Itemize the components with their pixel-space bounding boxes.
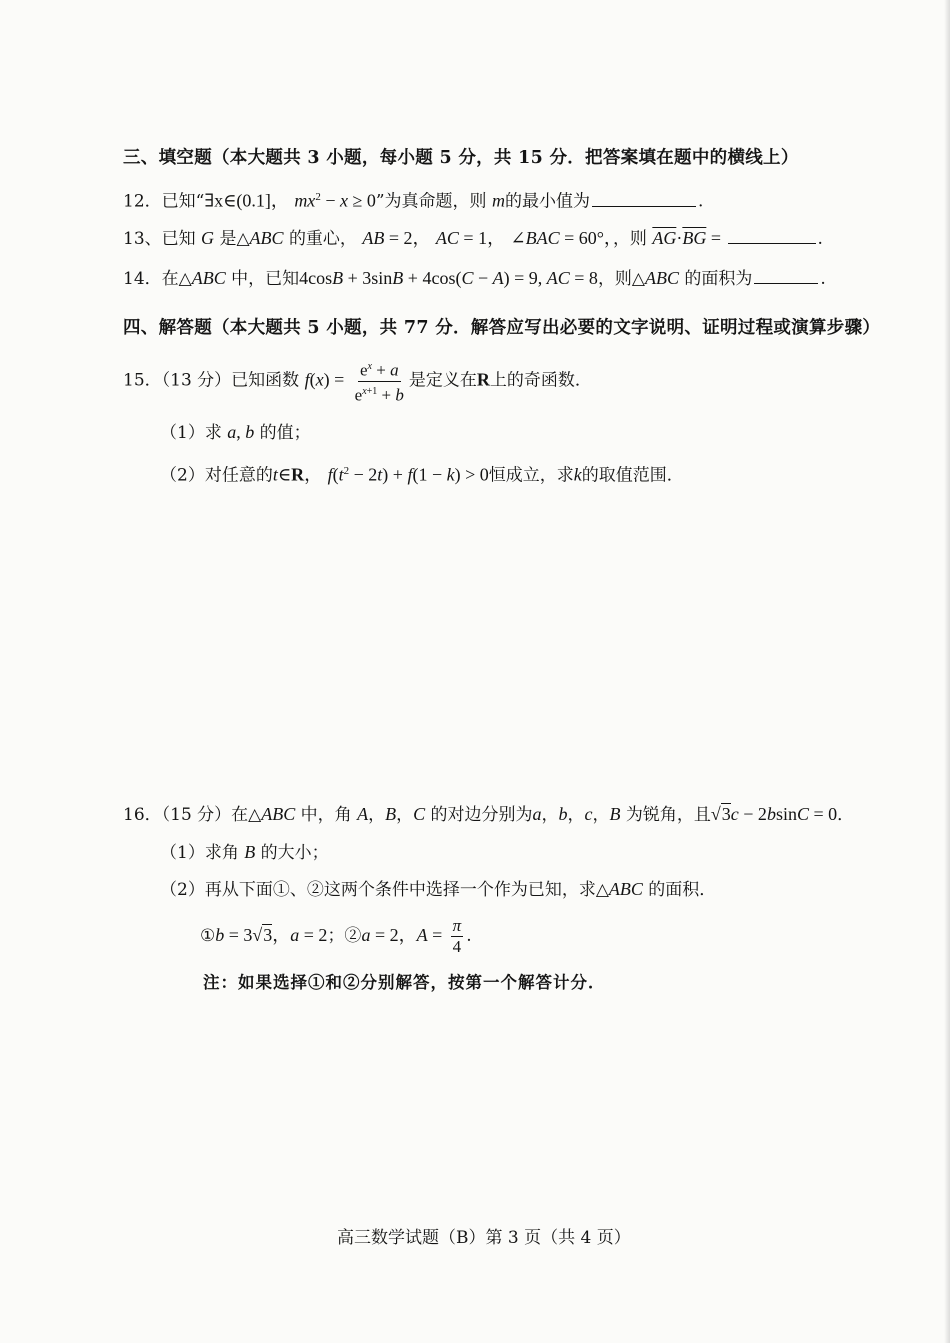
q12-tail2: 的最小值为 [504, 191, 590, 212]
q15-label: 15．（13 分）已知函数 [123, 370, 300, 391]
q14-label: 14．在△ [123, 269, 192, 289]
q13-label: 13、已知 [123, 229, 196, 249]
q16-label: 16．（15 分）在△ [123, 805, 262, 825]
q14-mid: 中，已知 [231, 269, 300, 289]
q12-label: 12．已知“ [123, 191, 205, 212]
q16-text-3: 为锐角，且 [625, 805, 711, 825]
section-3-heading: 三、填空题（本大题共 3 小题，每小题 5 分，共 15 分．把答案填在题中的横线上） [123, 148, 799, 168]
q15-part-2: （2）对任意的t∈R， $f(t^2 - 2t) + f(1 - k) > 0$恒成立，求k的取值范围． [160, 464, 684, 486]
question-14: 14．在△ABC 中，已知4cosB + 3sinB + 4cos(C − A) = 9, AC = 8，则△ABC 的面积为 . [123, 268, 826, 289]
q16-part-2-tail: 的面积． [648, 880, 717, 900]
question-16: 16．（15 分）在△ABC 中，角 A，B，C 的对边分别为a，b，c，B 为锐角，且√3c − 2bsinC = 0． [123, 804, 855, 825]
q15-tail: 是定义在 [408, 370, 477, 391]
q16-part-1-tail: 的大小； [260, 843, 329, 863]
q16-note: 注：如果选择①和②分别解答，按第一个解答计分． [203, 973, 606, 992]
q16-text-2: 的对边分别为 [430, 805, 533, 825]
q15-set: R [476, 369, 490, 390]
q15-part-1-label: （1）求 [160, 423, 222, 443]
answer-blank-13 [728, 227, 816, 244]
answer-blank-14 [754, 267, 818, 284]
q16-part-2-label: （2）再从下面①、②这两个条件中选择一个作为已知，求△ [160, 880, 609, 900]
question-13: 13、已知 G 是△ABC 的重心， AB = 2， AC = 1， ∠BAC = 60°，，则 $\overline{AG}\cdot\overline{BG}$ = . [123, 228, 823, 249]
q16-part-2: （2）再从下面①、②这两个条件中选择一个作为已知，求△ABC 的面积． [160, 879, 717, 900]
page-edge-shadow [944, 0, 950, 1343]
q16-part-1: （1）求角 B 的大小； [160, 842, 329, 863]
q12-tail: ”为真命题，则 [375, 191, 487, 212]
q16-condition-1-marker: ① [200, 926, 216, 946]
q15-part-2-mid: 恒成立，求 [488, 465, 574, 486]
q15-part-2-label: （2）对任意的 [160, 465, 273, 486]
section-4-heading: 四、解答题（本大题共 5 小题，共 77 分．解答应写出必要的文字说明、证明过程或演算步骤） [123, 318, 881, 338]
q14-tail2: 的面积为 [684, 269, 753, 289]
q13-tail2: 的重心， [288, 229, 357, 249]
q15-fraction: $\frac{e^x + a}{e^{x+1} + b}$ [353, 357, 406, 405]
q13-then: ，则 [612, 229, 647, 249]
answer-blank-12 [592, 190, 696, 207]
q14-tail: ，则△ [597, 269, 646, 289]
q16-text-1: 中，角 [300, 805, 352, 825]
question-15: 15．（13 分）已知函数 f(x) = $\frac{e^x + a}{e^{x+1} + b}$ 是定义在R上的奇函数． [123, 357, 592, 405]
q15-part-2-tail: 的取值范围． [581, 465, 684, 486]
q15-tail2: 上的奇函数． [489, 370, 592, 391]
q16-fraction: $\frac{\pi}{4}$ [452, 916, 462, 956]
q15-part-1: （1）求 a, b 的值； [160, 422, 311, 443]
question-12: 12．已知“∃x∈(0.1]， $mx^2 - x \ge 0$”为真命题，则 m的最小值为 . [123, 190, 704, 212]
page-footer: 高三数学试题（B）第 3 页（共 4 页） [337, 1228, 631, 1248]
q13-tail: 是△ [219, 229, 250, 249]
q16-conditions: ①b = 3√3，a = 2；②a = 2，A = $\frac{\pi}{4}$ . [200, 916, 472, 956]
q15-part-1-tail: 的值； [259, 423, 311, 443]
q16-condition-2-marker: ；② [327, 926, 362, 946]
q16-part-1-label: （1）求角 [160, 843, 239, 863]
